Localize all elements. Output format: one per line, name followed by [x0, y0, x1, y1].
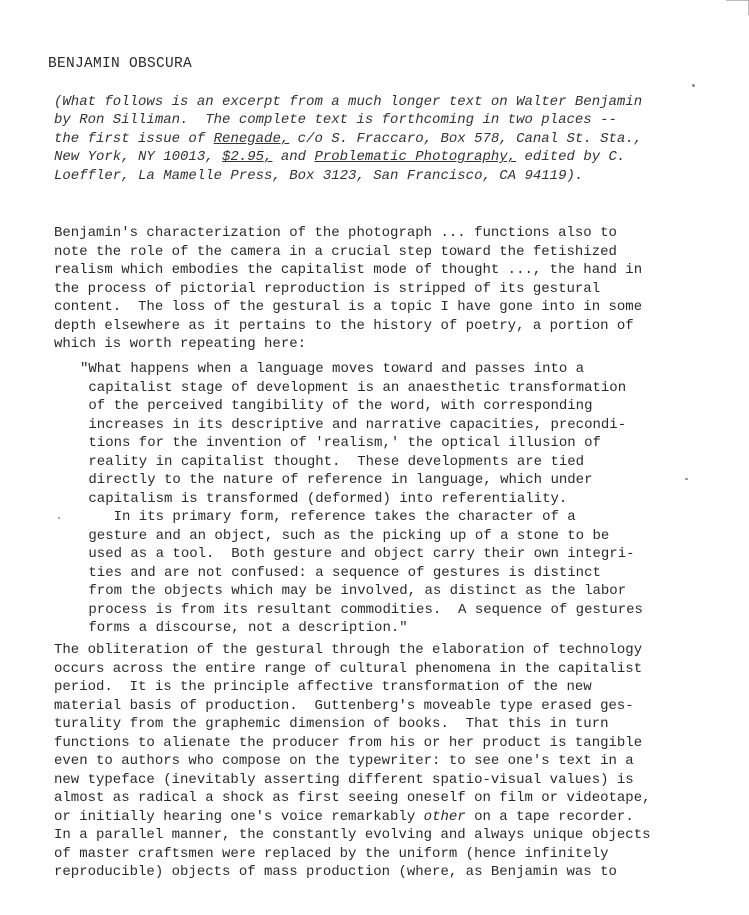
line: turality from the graphemic dimension of books. That this in turn	[54, 716, 609, 732]
body-paragraph-1	[54, 224, 642, 354]
line: occurs across the entire range of cultural phenomena in the capitalist	[54, 660, 643, 677]
line: functions to alienate the producer from his or her product is tangible	[54, 734, 643, 751]
line: In a parallel manner, the constantly evolving and always unique objects	[54, 827, 651, 843]
line: tions for the invention of 'realism,' the optical illusion of	[80, 435, 601, 451]
page-title: BENJAMIN OBSCURA	[48, 56, 193, 72]
emphasis-other: other	[423, 808, 466, 825]
line: used as a tool. Both gesture and object carry their own integri-	[80, 546, 635, 562]
line: new typeface (inevitably asserting different spatio-visual values) is	[54, 771, 634, 788]
problematic-photography-title: Problematic Photography,	[314, 149, 517, 166]
line: from the objects which may be involved, as distinct as the labor	[80, 583, 627, 599]
page-edge-mark	[726, 0, 749, 15]
line: capitalist stage of development is an anaesthetic transformation	[80, 379, 627, 396]
line: or initially hearing one's voice remarkably other on a tape recorder.	[54, 808, 634, 825]
line: the process of pictorial reproduction is stripped of its gestural	[54, 280, 601, 297]
line: capitalism is transformed (deformed) into referentiality.	[80, 490, 568, 507]
price: $2.95,	[222, 149, 273, 166]
scan-speck	[692, 84, 695, 87]
intro-note	[54, 93, 642, 185]
intro-line-4: New York, NY 10013, $2.95, and Problematic Photography, edited by C.	[54, 149, 626, 166]
intro-line-3: the first issue of Renegade, c/o S. Fraccaro, Box 578, Canal St. Sta.,	[54, 130, 643, 147]
line: process is from its resultant commodities. A sequence of gestures	[80, 601, 643, 618]
line: of the perceived tangibility of the word, with corresponding	[80, 398, 593, 414]
renegade-title: Renegade,	[213, 130, 290, 147]
intro-line-1: (What follows is an excerpt from a much longer text on Walter Benjamin	[54, 94, 643, 110]
line: note the role of the camera in a crucial step toward the fetishized	[54, 243, 617, 260]
line: reality in capitalist thought. These developments are tied	[80, 453, 585, 470]
line: depth elsewhere as it pertains to the history of poetry, a portion of	[54, 317, 634, 334]
line: of master craftsmen were replaced by the uniform (hence infinitely	[54, 845, 609, 862]
scan-speck	[685, 478, 688, 480]
intro-line-5: Loeffler, La Mamelle Press, Box 3123, San Francisco, CA 94119).	[54, 167, 584, 184]
line: even to authors who compose on the typewriter: to see one's text in a	[54, 753, 634, 769]
line: content. The loss of the gestural is a topic I have gone into in some	[54, 299, 643, 315]
block-quote	[80, 360, 643, 638]
line: In its primary form, reference takes the character of a	[80, 509, 576, 525]
line: increases in its descriptive and narrative capacities, precondi-	[80, 416, 627, 433]
line: which is worth repeating here:	[54, 336, 307, 352]
line: almost as radical a shock as first seeing oneself on film or videotape,	[54, 790, 651, 806]
line: period. It is the principle affective transformation of the new	[54, 679, 592, 695]
line: "What happens when a language moves toward and passes into a	[80, 361, 585, 377]
line: forms a discourse, not a description."	[80, 620, 408, 636]
line: The obliteration of the gestural through the elaboration of technology	[54, 642, 643, 658]
scan-speck	[58, 517, 60, 519]
intro-line-2: by Ron Silliman. The complete text is forthcoming in two places --	[54, 112, 617, 129]
line: material basis of production. Guttenberg's moveable type erased ges-	[54, 697, 634, 714]
line: directly to the nature of reference in language, which under	[80, 472, 593, 488]
body-paragraph-2	[54, 641, 651, 882]
line: Benjamin's characterization of the photograph ... functions also to	[54, 225, 617, 241]
line: reproducible) objects of mass production (where, as Benjamin was to	[54, 864, 617, 880]
line: gesture and an object, such as the picking up of a stone to be	[80, 527, 610, 544]
line: realism which embodies the capitalist mode of thought ..., the hand in	[54, 262, 643, 278]
line: ties and are not confused: a sequence of gestures is distinct	[80, 564, 601, 581]
